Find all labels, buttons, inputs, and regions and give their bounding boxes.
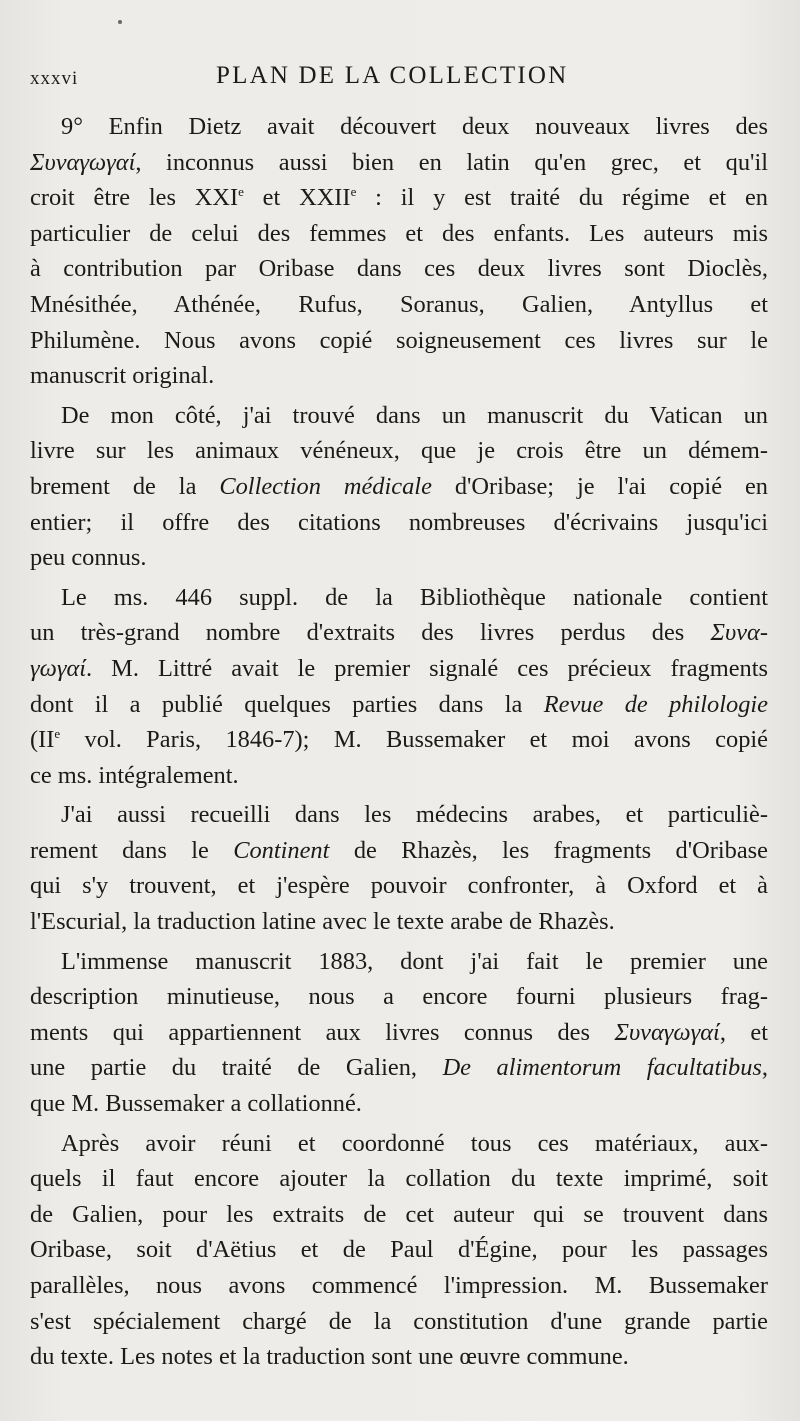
text-line: Mnésithée, Athénée, Rufus, Soranus, Galien, Antyllus et xyxy=(30,290,768,318)
text-line: De mon côté, j'ai trouvé dans un manuscrit du Vatican un xyxy=(61,401,768,429)
page-number: xxxvi xyxy=(30,68,79,89)
text-line: Philumène. Nous avons copié soigneusement ces livres sur le xyxy=(30,326,768,354)
text-line: peu connus. xyxy=(30,544,147,572)
paragraph xyxy=(30,1126,768,1375)
paragraph xyxy=(30,797,768,939)
text-line: entier; il offre des citations nombreuses d'écrivains jusqu'ici xyxy=(30,508,768,536)
text-line: croit être les XXIe et XXIIe : il y est traité du régime et en xyxy=(30,184,768,212)
text-line: ce ms. intégralement. xyxy=(30,761,239,789)
text-line: du texte. Les notes et la traduction sont une œuvre commune. xyxy=(30,1343,629,1371)
text-line: de Galien, pour les extraits de cet auteur qui se trouvent dans xyxy=(30,1200,768,1228)
text-line: Συναγωγαί, inconnus aussi bien en latin qu'en grec, et qu'il xyxy=(30,148,768,176)
page-header xyxy=(0,62,800,92)
text-line: γωγαί. M. Littré avait le premier signalé ces précieux fragments xyxy=(30,654,768,682)
text-line: une partie du traité de Galien, De alimentorum facultatibus, xyxy=(30,1054,769,1082)
text-line: que M. Bussemaker a collationné. xyxy=(30,1090,362,1118)
text-line: description minutieuse, nous a encore fourni plusieurs frag- xyxy=(30,983,768,1011)
text-line: L'immense manuscrit 1883, dont j'ai fait le premier une xyxy=(61,947,768,975)
text-line: s'est spécialement chargé de la constitution d'une grande partie xyxy=(30,1307,768,1335)
text-line: brement de la Collection médicale d'Oribase; je l'ai copié en xyxy=(30,472,768,500)
text-line: Le ms. 446 suppl. de la Bibliothèque nationale contient xyxy=(61,583,768,611)
page-body xyxy=(30,109,768,1379)
text-line: qui s'y trouvent, et j'espère pouvoir confronter, à Oxford et à xyxy=(30,872,768,900)
text-line: 9° Enfin Dietz avait découvert deux nouveaux livres des xyxy=(61,113,768,140)
text-line: un très-grand nombre d'extraits des livres perdus des Συνα- xyxy=(30,619,768,647)
text-line: Oribase, soit d'Aëtius et de Paul d'Égine, pour les passages xyxy=(30,1236,768,1264)
text-line: particulier de celui des femmes et des enfants. Les auteurs mis xyxy=(30,219,768,247)
text-line: ments qui appartiennent aux livres connus des Συναγωγαί, et xyxy=(30,1018,768,1046)
text-line: à contribution par Oribase dans ces deux livres sont Dioclès, xyxy=(30,255,768,283)
paper-speck xyxy=(118,20,122,24)
text-line: quels il faut encore ajouter la collation du texte imprimé, soit xyxy=(30,1165,768,1193)
paragraph xyxy=(30,109,768,394)
text-line: parallèles, nous avons commencé l'impression. M. Bussemaker xyxy=(30,1272,768,1299)
text-line: manuscrit original. xyxy=(30,362,215,390)
running-title: PLAN DE LA COLLECTION xyxy=(216,62,569,89)
text-line: dont il a publié quelques parties dans la Revue de philologie xyxy=(30,690,769,718)
paragraph xyxy=(30,398,768,576)
text-line: Après avoir réuni et coordonné tous ces matériaux, aux- xyxy=(61,1129,768,1157)
paragraph xyxy=(30,580,768,794)
text-line: J'ai aussi recueilli dans les médecins arabes, et particuliè- xyxy=(61,801,768,829)
text-line: (IIe vol. Paris, 1846-7); M. Bussemaker et moi avons copié xyxy=(30,725,768,754)
text-line: livre sur les animaux vénéneux, que je crois être un démem- xyxy=(30,437,768,465)
paragraph xyxy=(30,944,768,1122)
text-line: rement dans le Continent de Rhazès, les fragments d'Oribase xyxy=(30,836,768,864)
text-line: l'Escurial, la traduction latine avec le texte arabe de Rhazès. xyxy=(30,908,615,936)
